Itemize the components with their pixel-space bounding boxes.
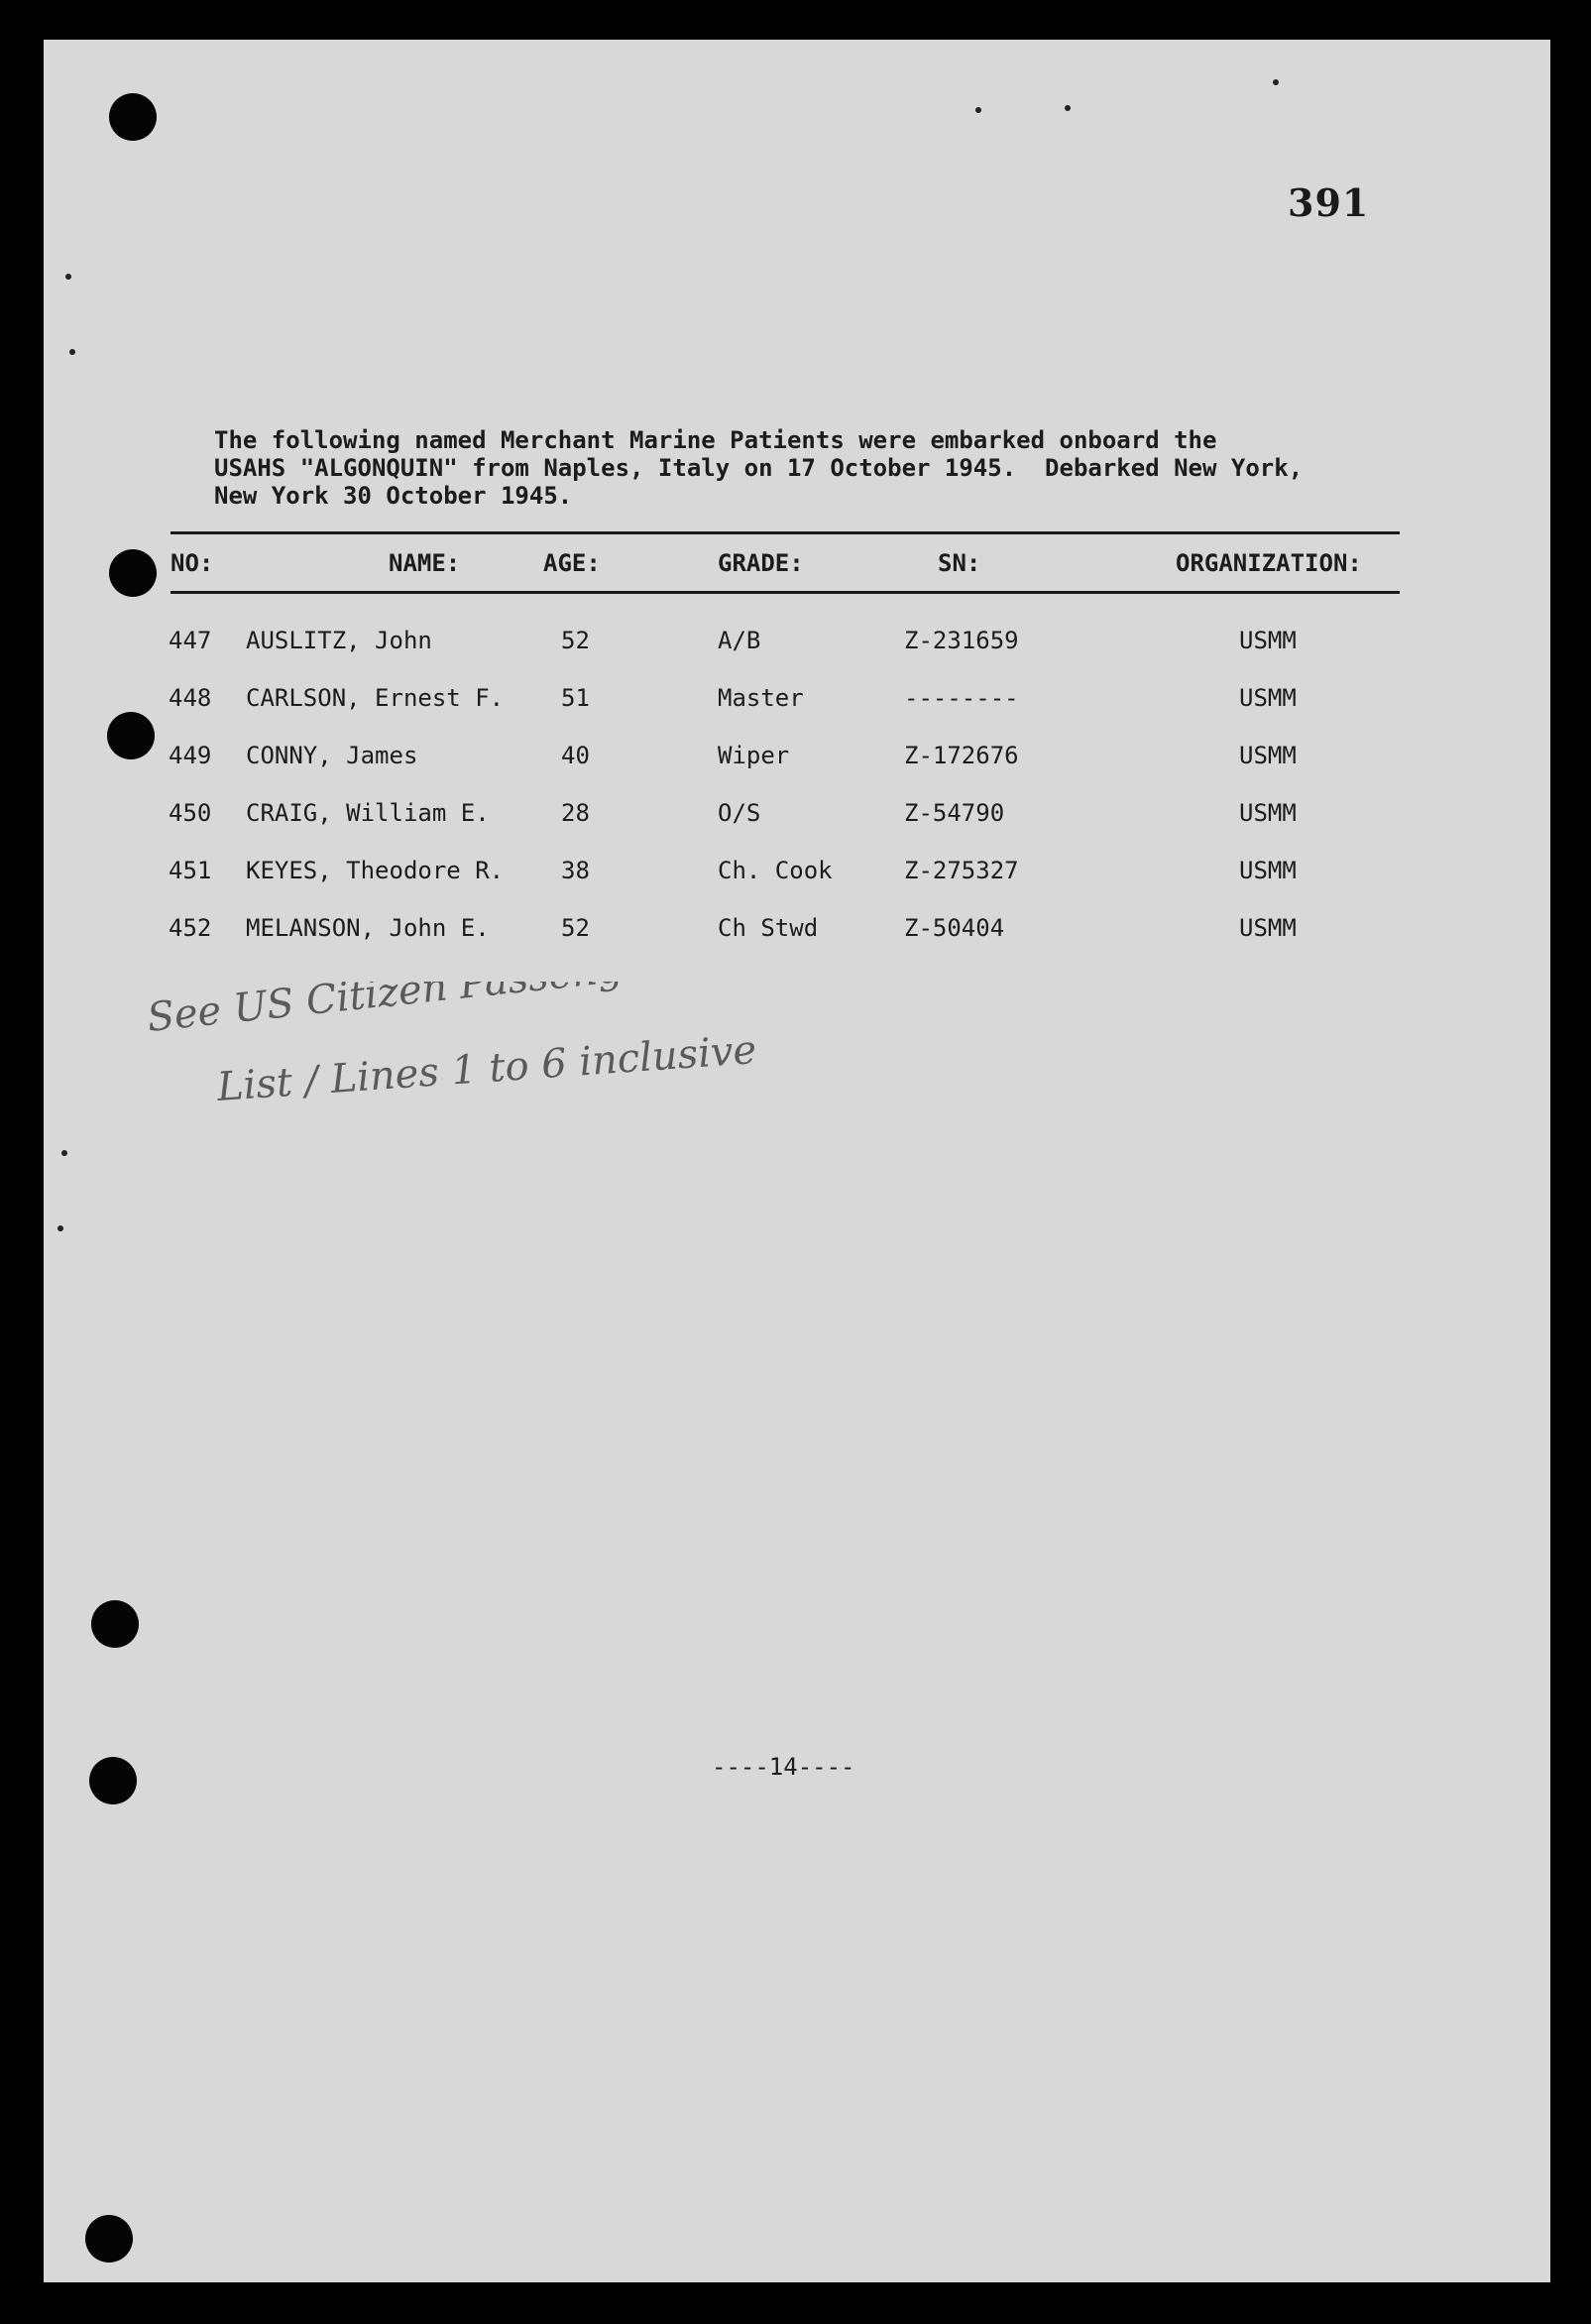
cell-grade: Wiper: [718, 742, 790, 769]
cell-organization: USMM: [1239, 799, 1297, 827]
cell-age: 28: [561, 799, 590, 827]
punch-hole: [109, 549, 157, 597]
cell-sn: --------: [904, 684, 1019, 712]
cell-grade: Master: [718, 684, 804, 712]
cell-name: KEYES, Theodore R.: [246, 857, 505, 884]
cell-no: 452: [169, 914, 212, 942]
cell-grade: A/B: [718, 627, 761, 654]
cell-sn: Z-231659: [904, 627, 1019, 654]
cell-age: 38: [561, 857, 590, 884]
cell-name: MELANSON, John E.: [246, 914, 490, 942]
header-no: NO:: [170, 549, 214, 577]
table-top-rule: [170, 531, 1400, 534]
header-age: AGE:: [543, 549, 601, 577]
speck: [1273, 79, 1279, 85]
cell-sn: Z-172676: [904, 742, 1019, 769]
cell-sn: Z-275327: [904, 857, 1019, 884]
punch-hole: [85, 2215, 133, 2263]
footer-page-number: ----14----: [712, 1753, 855, 1781]
intro-line-3: New York 30 October 1945.: [214, 482, 573, 510]
cell-sn: Z-50404: [904, 914, 1005, 942]
cell-name: CONNY, James: [246, 742, 418, 769]
punch-hole: [91, 1600, 139, 1648]
punch-hole: [107, 712, 155, 759]
cell-age: 40: [561, 742, 590, 769]
cell-organization: USMM: [1239, 857, 1297, 884]
punch-hole: [89, 1757, 137, 1804]
intro-line-1: The following named Merchant Marine Patients were embarked onboard the: [214, 426, 1217, 454]
cell-name: CARLSON, Ernest F.: [246, 684, 505, 712]
header-grade: GRADE:: [718, 549, 804, 577]
table-header-rule: [170, 591, 1400, 594]
cell-age: 52: [561, 914, 590, 942]
cell-age: 51: [561, 684, 590, 712]
handwritten-line-1: See US Citizen Passengers: [145, 982, 688, 1041]
speck: [1065, 105, 1071, 111]
cell-organization: USMM: [1239, 684, 1297, 712]
speck: [65, 274, 71, 280]
cell-organization: USMM: [1239, 742, 1297, 769]
speck: [975, 107, 981, 113]
cell-no: 451: [169, 857, 212, 884]
header-name: NAME:: [389, 549, 461, 577]
handwritten-note-svg: [139, 982, 833, 1130]
cell-age: 52: [561, 627, 590, 654]
header-sn: SN:: [938, 549, 981, 577]
cell-grade: O/S: [718, 799, 761, 827]
header-organization: ORGANIZATION:: [1176, 549, 1362, 577]
speck: [57, 1225, 63, 1231]
cell-name: AUSLITZ, John: [246, 627, 432, 654]
cell-no: 448: [169, 684, 212, 712]
cell-grade: Ch. Cook: [718, 857, 833, 884]
cell-no: 450: [169, 799, 212, 827]
cell-no: 449: [169, 742, 212, 769]
handwritten-line-2: List / Lines 1 to 6 inclusive: [215, 1027, 758, 1110]
document-page: [44, 40, 1550, 2282]
cell-grade: Ch Stwd: [718, 914, 819, 942]
speck: [69, 349, 75, 355]
cell-name: CRAIG, William E.: [246, 799, 490, 827]
cell-no: 447: [169, 627, 212, 654]
intro-line-2: USAHS "ALGONQUIN" from Naples, Italy on 17 October 1945. Debarked New York,: [214, 454, 1304, 482]
cell-organization: USMM: [1239, 914, 1297, 942]
cell-sn: Z-54790: [904, 799, 1005, 827]
page-number: 391: [1288, 180, 1370, 225]
punch-hole: [109, 93, 157, 141]
cell-organization: USMM: [1239, 627, 1297, 654]
speck: [61, 1150, 67, 1156]
handwritten-note: [139, 982, 833, 1130]
intro-paragraph: [214, 426, 1443, 510]
